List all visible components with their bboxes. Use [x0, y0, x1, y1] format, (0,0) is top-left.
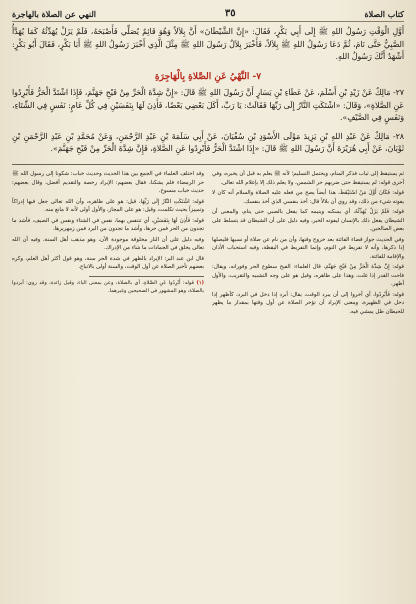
footnote-marker: (١)	[196, 279, 204, 286]
main-text-divider	[12, 164, 404, 165]
commentary-paragraph: قوله: فَأَذِنَ لَهَا بِنَفَسَيْنِ، أي تتنفس بهما، نفس في الشتاء ونفس في الصيف، فأشد ما تجدون من الحر فمن حرها، وأشد ما تجدون من البرد فمن زمهريرها.	[12, 217, 204, 233]
commentary-paragraph: قوله: فَلَمْ يَزَلْ يُهَدِّئُهُ، أي يسكنه وينيمه كما يفعل بالصبي حتى ينام، والمعنى أن الشيطان يفعل ذلك بالإنسان ليفوته الخير، وفيه دليل على أن الشيطان قد يتسلط على بعض الصالحين.	[212, 209, 404, 233]
page-number: ٣٥	[224, 8, 236, 19]
running-header	[12, 8, 404, 22]
commentary-paragraph: قوله: فَكَانَ أَوَّلَ مَنْ اسْتَيْقَظَ، هذا أيضاً يصح من فعله عليه الصلاة والسلام أنه كان لا يفوته شيء من ذلك، وقد روي أن بلالاً قال: أخذ بنفسي الذي أخذ بنفسك.	[212, 190, 404, 205]
commentary-left-column	[12, 170, 204, 297]
commentary-paragraph: قال ابن عبد البر: الإبراد بالظهر في شدة الحر سنة، وهو قول أكثر أهل العلم، وكره بعضهم تأخير الصلاة عن أول الوقت، والسنة أولى بالاتباع.	[12, 255, 204, 271]
commentary-right-column	[212, 170, 404, 319]
commentary-paragraph: وقد اختلف العلماء في الجمع بين هذا الحديث وحديث خباب: شكونا إلى رسول الله ﷺ حر الرمضاء فلم يشكنا، فقال بعضهم: الإبراد رخصة والتقديم أفضل، وقال بعضهم: حديث خباب منسوخ.	[12, 171, 204, 195]
hadith-continuation: أَوَّلِ الْوَقْتِ رَسُولُ اللهِ ﷺ إِلَى أَبِي بَكْرٍ، فَقَالَ: «إِنَّ الشَّيْطَانَ» أَنَّ بِلاَلاً وَهُوَ قَائِمٌ يُصَلِّي فَأَصْبَحَهُ، فَلَمْ يَزَلْ يُهَدِّئُهُ كَمَا يُهَدَّأُ الصَّبِيُّ حَتَّى نَامَ، ثُمَّ دَعَا رَسُولُ اللهِ ﷺ بِلاَلاً، فَأَخْبَرَ بِلاَلٌ رَسُولَ اللهِ ﷺ مِثْلَ الَّذِي أَخْبَرَ رَسُولُ اللهِ ﷺ أَبَا بَكْرٍ، فَقَالَ أَبُو بَكْرٍ: أَشْهَدُ أَنَّكَ رَسُولُ اللهِ.	[12, 27, 404, 62]
hadith-28: ٢٨- مَالِكٌ عَنْ عَبْدِ اللهِ بْنِ يَزِيدَ مَوْلَى الأَسْوَدِ بْنِ سُفْيَانَ، عَنْ أَبِي سَلَمَةَ بْنِ عَبْدِ الرَّحْمَنِ، وَعَنْ مُحَمَّدِ بْنِ عَبْدِ الرَّحْمَنِ بْنِ ثَوْبَانَ، عَنْ أَبِي هُرَيْرَةَ أَنَّ رَسُولَ اللهِ ﷺ قَالَ: «إِذَا اشْتَدَّ الْحَرُّ فَأَبْرِدُوا عَنِ الصَّلاةِ، فَإِنَّ شِدَّةَ الْحَرِّ مِنْ فَيْحِ جَهَنَّمَ».	[12, 131, 404, 154]
footnote-rule	[89, 276, 204, 277]
commentary-paragraph: قوله: فَأَبْرِدُوا، أي أخروا إلى أن يبرد الوقت، يقال: أبرد إذا دخل في البرد، كأظهر إذا دخل في الظهيرة، ومعنى الإبراد أن تؤخر الصلاة عن أول وقتها بمقدار ما يظهر للحيطان ظل يمشي فيه.	[212, 291, 404, 315]
hadith-27: ٢٧- مَالِكٌ عَنْ زَيْدِ بْنِ أَسْلَمَ، عَنْ عَطَاءِ بْنِ يَسَارٍ أَنَّ رَسُولَ اللهِ ﷺ قَالَ: «إِنَّ شِدَّةَ الْحَرِّ مِنْ فَيْحِ جَهَنَّمَ، فَإِذَا اشْتَدَّ الْحَرُّ فَأَبْرِدُوا عَنِ الصَّلاةِ»، وَقَالَ: «اشْتَكَتِ النَّارُ إِلَى رَبِّهَا فَقَالَتْ: يَا رَبِّ، أَكَلَ بَعْضِي بَعْضًا، فَأَذِنَ لَهَا بِنَفَسَيْنِ فِي كُلِّ عَامٍ: نَفَسٍ فِي الشِّتَاءِ، وَنَفَسٍ فِي الصَّيْفِ».	[12, 87, 404, 123]
commentary-paragraph: ثم يستيقظ إلى ثياب فذكر المنام، ويحتمل التسليم؛ لأنه ﷺ يعلم به قبل أن يخبره، وفي أخرى قوله: لم يستيقظ حتى ضربهم حر الشمس، ولا يعلم ذلك إلا بإعلام الله تعالى.	[212, 171, 404, 186]
commentary-columns	[12, 170, 404, 319]
commentary-paragraph: وفيه دليل على أن النار مخلوقة موجودة الآن، وهو مذهب أهل السنة، وفيه أن الله تعالى يخلق في الجمادات ما شاء من الإدراك.	[12, 236, 204, 252]
footnote	[12, 279, 204, 295]
chapter-title: النهي عن الصلاة بالهاجرة	[12, 8, 97, 19]
footnote-text: قوله: أَبْرِدُوا عَنِ الصَّلاةِ، أي بالصلاة، وعن بمعنى الباء، وقيل زائدة، وقد روي: أبردوا بالصلاة، وهو المشهور في الصحيحين وغيرهما.	[12, 279, 204, 294]
book-section-title: كتاب الصلاة	[364, 8, 404, 19]
section-heading: ٧- النَّهْيُ عَنِ الصَّلاةِ بِالْهَاجِرَةِ	[154, 71, 262, 82]
commentary-paragraph: قوله: اشْتَكَتِ النَّارُ إِلَى رَبِّهَا، قيل: هو على ظاهره، وأن الله تعالى جعل فيها إدراكاً وتمييزاً بحيث تكلمت، وقيل: هو على المجاز، والأول أولى لأنه لا مانع منه.	[12, 198, 204, 214]
commentary-paragraph: قوله: إِنَّ شِدَّةَ الْحَرِّ مِنْ فَيْحِ جَهَنَّمَ، قال العلماء: الفيح سطوع الحر وفورانه، ويقال: فاحت القدر إذا غلت، وهذا على ظاهره، وقيل هو على وجه التشبيه والتقريب، والأول أظهر.	[212, 264, 404, 288]
commentary-paragraph: وفي الحديث جواز قضاء الفائتة بعد خروج وقتها، وأن من نام عن صلاة أو نسيها فليصلها إذا ذكرها، وأنه لا تفريط في النوم، وإنما التفريط في اليقظة، وفيه استحباب الأذان والإقامة للفائتة.	[212, 236, 404, 260]
